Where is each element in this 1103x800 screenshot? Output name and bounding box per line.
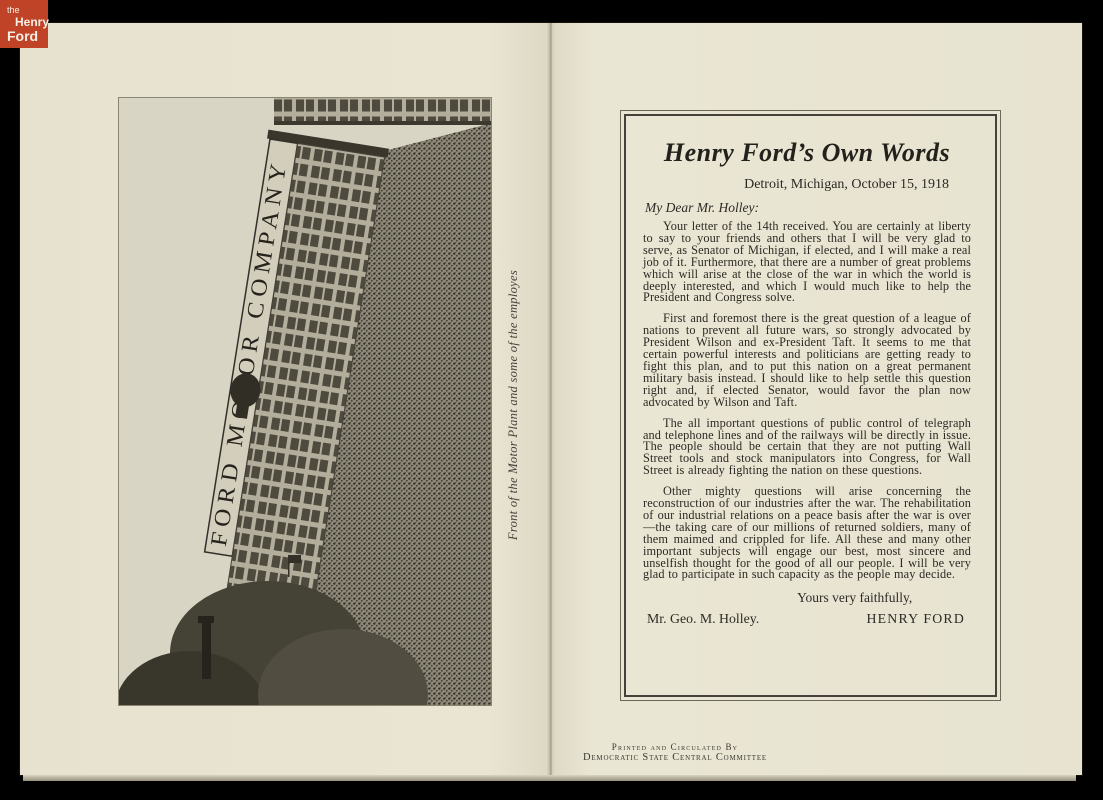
imprint-line1: Printed and Circulated By <box>611 742 739 752</box>
letter-salutation: My Dear Mr. Holley: <box>645 200 759 215</box>
letter-paragraph: Other mighty questions will arise concerning the reconstruction of our industries after the war. The rehabilitation of our industrial relations on a peace basis after the war is over—the taking care of our millions of returned soldiers, many of them maimed and crippled for life. All these and many other important subjects will engage our best, most sincere and unselfish thought for the good of all our people. I will be very glad to participate in such capacity as the people may decide. <box>643 484 971 582</box>
letter-paragraph: The all important questions of public control of telegraph and telephone lines and of the railways will be directly in issue. The people should be certain that they are not putting Wall Street tools and stock manipulators into Congress, for Wall Street is already fighting the nation on these questions. <box>643 415 971 478</box>
logo-ford: Ford <box>7 28 39 44</box>
letter-paragraph: Your letter of the 14th received. You are certainly at liberty to say to your friends and others that I will be very glad to serve, as Senator of Michigan, if elected, and I will make a real job of it. Furthermore, that there are a number of great problems which will arise at the close of the war in which the world is deeply interested, and which I would much like to help the President and Congress solve. <box>643 219 971 305</box>
henry-ford-museum-logo <box>0 0 48 48</box>
pamphlet-spread <box>20 23 1082 775</box>
logo-henry: Henry <box>15 15 50 29</box>
photo-roofline <box>274 97 492 123</box>
chimney-cap <box>198 616 214 623</box>
photo-caption: Front of the Motor Plant and some of the employes <box>506 269 520 541</box>
center-fold <box>547 23 555 775</box>
letter-addressee: Mr. Geo. M. Holley. <box>647 611 760 627</box>
letter-paragraph: First and foremost there is the great question of a league of nations to prevent all future wars, so strongly advocated by President Wilson and ex-President Taft. It seems to me that certain powerful interests and politicians are getting ready to fight this plan, and to put this nation on a great permanent military basis instead. I should like to help settle this question right and, if elected Senator, would favor the plan now advocated by Wilson and Taft. <box>643 311 971 409</box>
imprint-line2: Democratic State Central Committee <box>582 752 768 763</box>
flag <box>289 555 301 563</box>
logo-the: the <box>7 5 20 15</box>
water-tank-base <box>235 403 249 419</box>
letter-title: Henry Ford’s Own Words <box>663 138 951 167</box>
letter-closing: Yours very faithfully, <box>797 590 913 606</box>
factory-photo <box>118 97 492 706</box>
factory-photo-illustration <box>118 97 492 706</box>
photo-roofline-cornice <box>274 121 492 125</box>
imprint-footer <box>560 742 790 763</box>
letter-signature-row <box>643 609 971 627</box>
letter-body <box>624 114 997 697</box>
letter-signature: HENRY FORD <box>866 611 965 627</box>
letter-border-frame <box>620 110 1001 701</box>
letter-dateline: Detroit, Michigan, October 15, 1918 <box>744 177 949 192</box>
ford-sign-text: FORD MOTOR COMPANY <box>205 189 287 548</box>
chimney <box>202 621 211 679</box>
